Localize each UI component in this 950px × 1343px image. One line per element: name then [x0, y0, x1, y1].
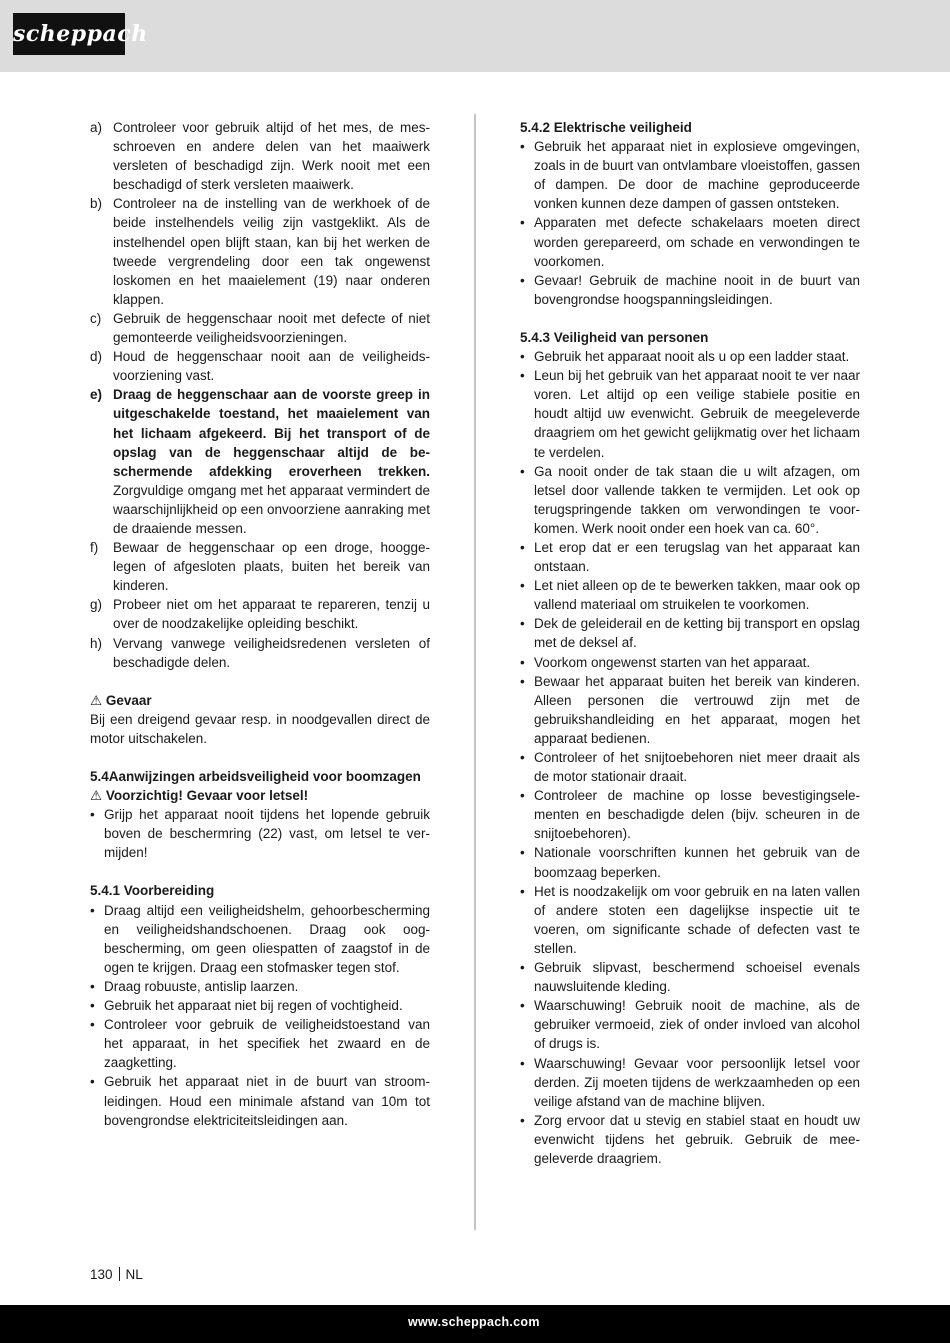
list-item-g: g) Probeer niet om het apparaat te repareren, tenzij u over de noodzakelijke opleiding beschikt. [90, 597, 430, 632]
list-item: • Voorkom ongewenst starten van het apparaat. [520, 654, 811, 670]
list-item: • Gebruik het apparaat niet in explosieve omgevingen, zoals in de buurt van ontvlambare vloeistoffen, gassen of dampen. De door de machine geproduceerde vonken kunnen deze dampen of gassen ontsteken. [520, 139, 860, 212]
warning-heading: ⚠ Voorzichtig! Gevaar voor letsel! [90, 788, 309, 804]
list-item: • Apparaten met defecte schakelaars moeten direct worden gerepareerd, om schade en verwondingen te voorkomen. [520, 215, 860, 269]
warning-bullets [90, 805, 430, 862]
danger-text: Bij een dreigend gevaar resp. in noodgevallen direct de motor uitschakelen. [90, 711, 430, 746]
list-item-e: e) Draag de heggenschaar aan de voorste greep in uitgeschakelde toestand, het maaielement van het lichaam afgekeerd. Bij het transport of de opslag van de heggenschaar altijd de beschermende afdekking eroverheen trekken. Zorgvuldige omgang met het apparaat vermindert de waarschijnlijkheid op een onvoorziene aanraking met de draaiende messen. [90, 387, 430, 536]
list-item-b: b) Controleer na de instelling van de werkhoek of de beide instelhendels veilig zijn vastgeklikt. Als de instelhendel open blijft staan, kan bij het werken de tweede vergrendeling door een tak ongewenst loskomen en het maaielement (19) naar onderen klappen. [90, 196, 430, 307]
personal-safety-bullets [520, 347, 860, 1168]
list-item: • Draag robuuste, antislip laarzen. [90, 978, 299, 994]
list-item-c: c) Gebruik de heggenschaar nooit met defecte of niet gemonteerde veiligheidsvoorzieningen. [90, 310, 430, 346]
list-item: • Het is noodzakelijk om voor gebruik en na laten vallen of andere stoten een dagelijkse inspectie uit te voeren, om significante schade of defecten vast te stellen. [520, 883, 860, 956]
list-item: • Dek de geleiderail en de ketting bij transport en opslag met de deksel af. [520, 616, 860, 651]
scheppach-logo: scheppach [13, 13, 125, 55]
list-item: • Zorg ervoor dat u stevig en stabiel staat en houdt uw evenwicht tijdens het gebruik. Gebruik de meegeleverde draagriem. [520, 1112, 860, 1166]
list-item: • Controleer de machine op losse bevestigingselementen en beschadigde delen (bijv. scheuren in de snijtoebehoren). [520, 788, 860, 842]
list-item: • Waarschuwing! Gevaar voor persoonlijk letsel voor derden. Zij moeten tijdens de werkzaamheden op een veilige afstand van de machine blijven. [520, 1055, 860, 1109]
right-column [520, 118, 860, 1168]
page-header [0, 0, 950, 72]
list-item: • Draag altijd een veiligheidshelm, gehoorbescherming en veiligheidshandschoenen. Draag ook oogbescherming, om geen oliespatten of zaagstof in de ogen te krijgen. Draag een stofmasker tegen stof. [90, 902, 430, 975]
page-number: 130 NL [90, 1267, 143, 1282]
list-item-d: d) Houd de heggenschaar nooit aan de veiligheidsvoorziening vast. [90, 349, 430, 384]
preparation-bullets [90, 901, 430, 1130]
list-item: • Ga nooit onder de tak staan die u wilt afzagen, om letsel door vallende takken te vermijden. Let ook op terugspringende takken om verwondingen te voorkomen. Werk nooit onder een hoek van ca. 60°. [520, 463, 860, 536]
section-5-4-1-heading: 5.4.1 Voorbereiding [90, 883, 215, 899]
list-item-a: a) Controleer voor gebruik altijd of het mes, de messchroeven en andere delen van het maaiwerk versleten of beschadigd zijn. Werk nooit met een beschadigd of sterk versleten maaiwerk. [90, 120, 430, 193]
list-item: • Gevaar! Gebruik de machine nooit in de buurt van bovengrondse hoogspanningsleidingen. [520, 272, 860, 307]
list-item: • Gebruik het apparaat niet bij regen of vochtigheid. [90, 998, 403, 1014]
list-item: • Controleer of het snijtoebehoren niet meer draait als de motor stationair draait. [520, 750, 860, 785]
section-5-4-3-heading: 5.4.3 Veiligheid van personen [520, 329, 709, 345]
list-item-f: f) Bewaar de heggenschaar op een droge, hooggelegen of afgesloten plaats, buiten het bereik van kinderen. [90, 540, 430, 594]
list-item: • Bewaar het apparaat buiten het bereik van kinderen. Alleen personen die vertrouwd zijn met de gebruikshandleiding en het apparaat, mogen het apparaat bedienen. [520, 673, 860, 746]
list-item-h: h) Vervang vanwege veiligheidsredenen versleten of beschadigde delen. [90, 635, 430, 670]
list-item: • Let erop dat er een terugslag van het apparaat kan ontstaan. [520, 539, 860, 575]
safety-list-a-h [90, 118, 430, 672]
danger-heading: ⚠ Gevaar [90, 692, 152, 708]
website-link[interactable]: www.scheppach.com [408, 1315, 540, 1329]
list-item: • Controleer voor gebruik de veiligheidstoestand van het apparaat, in het specifiek het zwaard en de zaagketting. [90, 1017, 430, 1071]
list-item: • Gebruik slipvast, beschermend schoeisel evenals nauwsluitende kleding. [520, 960, 860, 995]
list-item: • Gebruik het apparaat nooit als u op een ladder staat. [520, 349, 850, 365]
list-item: • Leun bij het gebruik van het apparaat nooit te ver naar voren. Let altijd op een veilige stabiele positie en houdt altijd uw evenwicht. Gebruik de meegeleverde draagriem om het gewicht gelijkmatig over het lichaam te verdelen. [520, 368, 860, 460]
list-item: • Nationale voorschriften kunnen het gebruik van de boomzaag beperken. [520, 845, 860, 880]
list-item: • Grijp het apparaat nooit tijdens het lopende gebruik boven de beschermring (22) vast, om letsel te vermijden! [90, 807, 430, 861]
list-item: • Waarschuwing! Gebruik nooit de machine, als de gebruiker vermoeid, ziek of onder invloed van alcohol of drugs is. [520, 998, 860, 1052]
electrical-safety-bullets [520, 137, 860, 309]
section-5-4-heading: 5.4 Aanwijzingen arbeidsveiligheid voor boomzagen [90, 769, 421, 784]
list-item: • Gebruik het apparaat niet in de buurt van stroomleidingen. Houd een minimale afstand van 10m tot bovengrondse elektriciteitsleidingen aan. [90, 1074, 430, 1128]
list-item-e-text: Zorgvuldige omgang met het apparaat vermindert de waarschijnlijkheid op een onvoorziene aanraking met de draaiende messen. [113, 482, 430, 536]
list-item-e-bold: Draag de heggenschaar aan de voorste greep in uitgeschakelde toestand, het maaielement van het lichaam afgekeerd. Bij het transport of de opslag van de heggenschaar altijd de beschermende afdekking eroverheen trekken. [113, 387, 430, 479]
list-item: • Let niet alleen op de te bewerken takken, maar ook op vallend materiaal om struikelen te voorkomen. [520, 578, 860, 613]
section-5-4-2-heading: 5.4.2 Elektrische veiligheid [520, 120, 692, 135]
left-column [90, 118, 430, 1130]
footer-bar [0, 1305, 950, 1343]
column-divider [474, 114, 476, 1230]
